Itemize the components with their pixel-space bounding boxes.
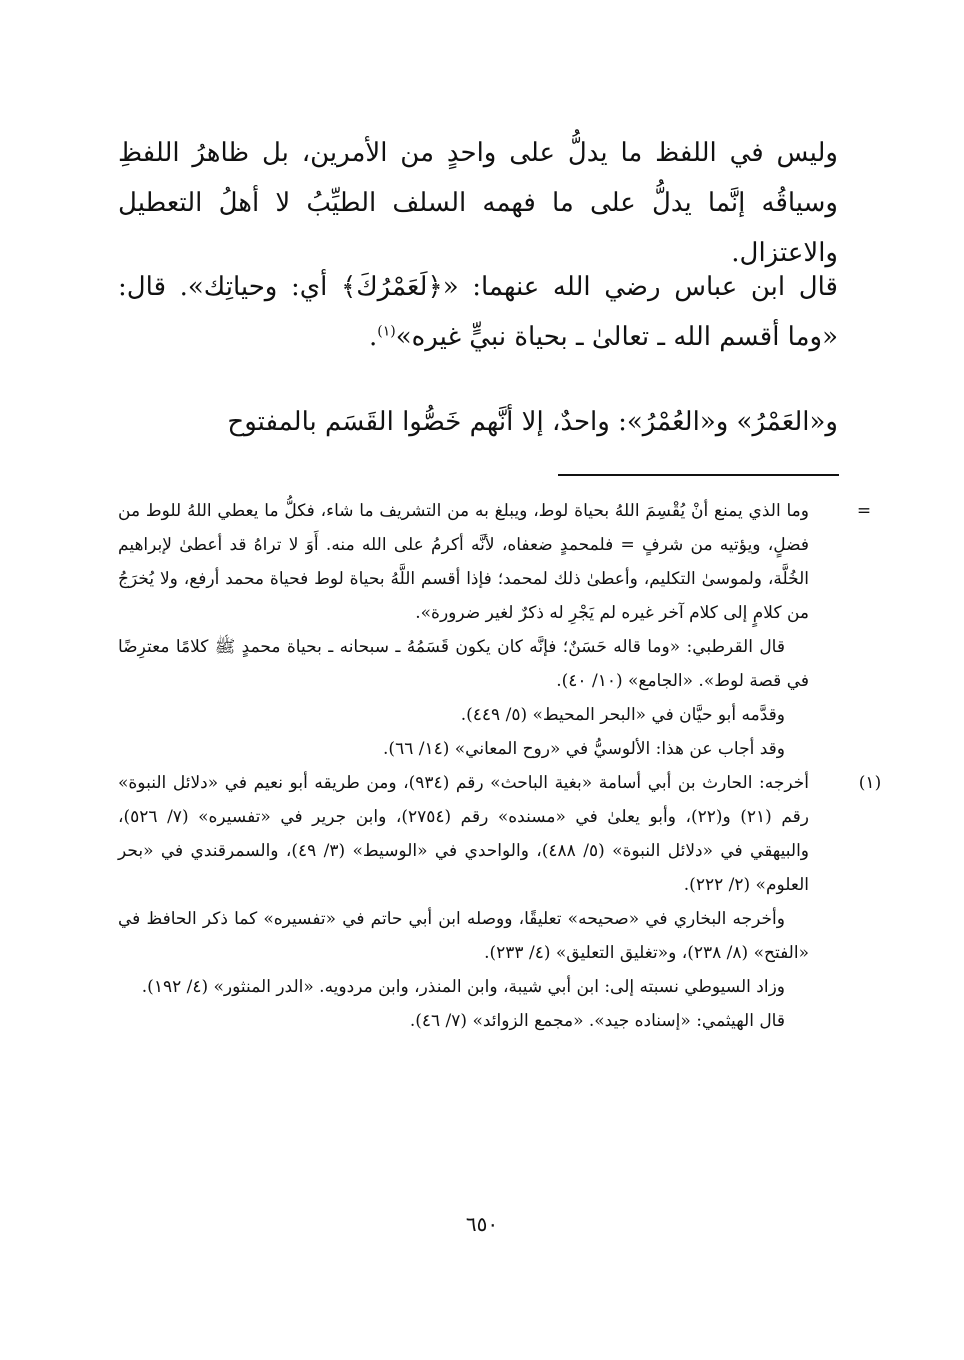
footnote-continuation [118,494,872,766]
main-paragraph-2 [118,262,838,362]
footnote-1-paragraph: وأخرجه البخاري في «صحيحه» تعليقًا، ووصله ابن أبي حاتم في «تفسيره» كما ذكر الحافظ في «الفتح» (٨/ ٢٣٨)، و«تغليق التعليق» (٤/ ٢٣٣). [118,909,809,963]
main-paragraph-1 [118,128,838,278]
footnote-1 [118,766,882,1038]
page-number: ٦٥٠ [465,1212,499,1236]
continuation-paragraph: وقد أجاب عن هذا: الألوسيُّ في «روح المعاني» (١٤/ ٦٦). [383,739,785,759]
main-paragraph-3-text: و«العَمْرُ» و«العُمْرُ»: واحدٌ، إلا أنَّهم خَصُّوا القَسَم بالمفتوح [227,407,838,437]
footnote-1-paragraph: قال الهيثمي: «إسناده جيد». «مجمع الزوائد» (٧/ ٤٦). [409,1011,785,1031]
footnote-1-marker: (١) [858,773,882,793]
footnote-1-paragraph: وزاد السيوطي نسبته إلى: ابن أبي شيبة، وابن المنذر، وابن مردويه. «الدر المنثور» (٤/ ١٩٢). [141,977,785,997]
main-paragraph-3 [118,397,838,447]
continuation-paragraph: قال القرطبي: «وما قاله حَسَنٌ؛ فإنَّه كان يكون قَسَمُهُ ـ سبحانه ـ بحياة محمدٍ ﷺ كلامًا معترِضًا في قصة لوط». «الجامع» (١٠/ ٤٠). [118,637,809,691]
footnote-1-paragraph: أخرجه: الحارث بن أبي أسامة «بغية الباحث» رقم (٩٣٤)، ومن طريقه أبو نعيم في «دلائل النبوة» رقم (٢١) و(٢٢)، وأبو يعلىٰ في «مسنده» رقم (٢٧٥٤)، وابن جرير في «تفسيره» (٧/ ٥٢٦)، والبيهقي في «دلائل النبوة» (٥/ ٤٨٨)، والواحدي في «الوسيط» (٣/ ٤٩)، والسمرقندي في «بحر العلوم» (٢/ ٢٢٢). [118,773,809,895]
continuation-marker: = [856,501,872,521]
main-paragraph-2-end: . [368,322,378,352]
footnote-separator [558,474,839,476]
continuation-paragraph: وقدَّمه أبو حيَّان في «البحر المحيط» (٥/ ٤٤٩). [460,705,785,725]
main-paragraph-2-text: قال ابن عباس رضي الله عنهما: «﴿لَعَمْرُكَ﴾ أي: وحياتِك». قال: «وما أقسم الله ـ تعالىٰ ـ بحياة نبيٍّ غيره» [118,272,838,352]
footnotes [118,494,882,1038]
main-paragraph-1-text: وليس في اللفظ ما يدلُّ على واحدٍ من الأمرين، بل ظاهرُ اللفظِ وسياقُه إنَّما يدلُّ على ما فهمه السلف الطيِّبُ لا أهلُ التعطيل والاعتزال. [118,138,838,268]
footnote-reference[interactable]: (١) [377,323,396,340]
continuation-paragraph: وما الذي يمنع أنْ يُقْسِمَ اللهُ بحياة لوط، ويبلغ به من التشريف ما شاء، فكلُّ ما يعطي اللهُ للوط من فضلٍ، ويؤتيه من شرفٍ = فلمحمدٍ ضعفاه، لأنَّه أكرمُ على الله منه. أَوَ لا تراهُ قد أعطىٰ لإبراهيم الخُلَّة، ولموسىٰ التكليم، وأعطىٰ ذلك لمحمد؛ فإذا أقسم اللَّهُ بحياة لوط فحياة محمد أرفع، ولا يُخرَجُ من كلامٍ إلى كلام آخر غيره لم يَجْرِ له ذكرٌ لغير ضرورة». [118,501,809,623]
